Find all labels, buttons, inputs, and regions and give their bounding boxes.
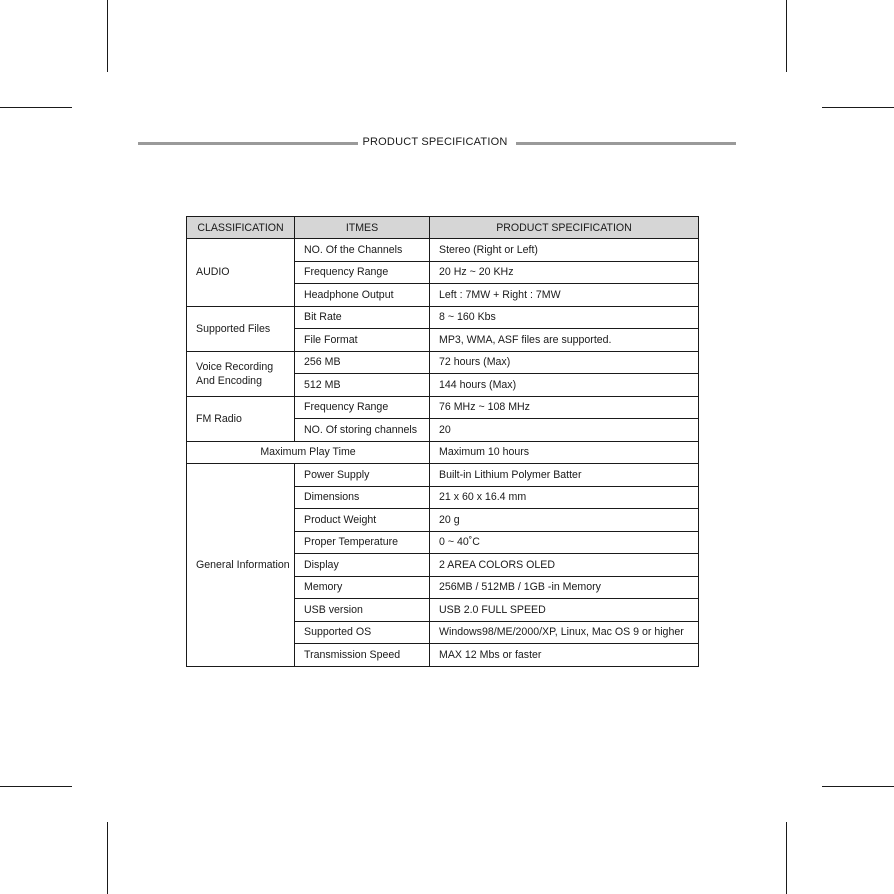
spec-cell: 144 hours (Max) (430, 374, 699, 397)
item-cell: Frequency Range (295, 261, 430, 284)
item-cell: NO. Of storing channels (295, 419, 430, 442)
table-row (187, 464, 699, 487)
category-cell: Supported Files (187, 306, 295, 351)
item-cell: USB version (295, 599, 430, 622)
spec-cell: 20 Hz ~ 20 KHz (430, 261, 699, 284)
item-cell: Memory (295, 576, 430, 599)
category-cell: FM Radio (187, 396, 295, 441)
table-row (187, 351, 699, 374)
spec-cell: 20 (430, 419, 699, 442)
spec-cell: 8 ~ 160 Kbs (430, 306, 699, 329)
column-header: ITMES (295, 217, 430, 239)
table-row (187, 306, 699, 329)
crop-mark (107, 0, 108, 72)
column-header: CLASSIFICATION (187, 217, 295, 239)
crop-mark (786, 0, 787, 72)
spec-cell: 256MB / 512MB / 1GB -in Memory (430, 576, 699, 599)
item-cell: Power Supply (295, 464, 430, 487)
item-cell: Dimensions (295, 486, 430, 509)
item-cell: NO. Of the Channels (295, 239, 430, 262)
crop-mark (822, 107, 894, 108)
spec-cell: MAX 12 Mbs or faster (430, 644, 699, 667)
spec-cell: Built-in Lithium Polymer Batter (430, 464, 699, 487)
item-cell: Headphone Output (295, 284, 430, 307)
page-title: PRODUCT SPECIFICATION (362, 136, 508, 148)
spec-cell: Maximum 10 hours (430, 441, 699, 464)
crop-mark (107, 822, 108, 894)
spec-cell: USB 2.0 FULL SPEED (430, 599, 699, 622)
table-row (187, 239, 699, 262)
spec-cell: Stereo (Right or Left) (430, 239, 699, 262)
spec-table (186, 216, 699, 667)
spec-cell: Windows98/ME/2000/XP, Linux, Mac OS 9 or higher (430, 621, 699, 644)
category-cell: Voice Recording And Encoding (187, 351, 295, 396)
item-cell: Frequency Range (295, 396, 430, 419)
item-cell: File Format (295, 329, 430, 352)
column-header: PRODUCT SPECIFICATION (430, 217, 699, 239)
category-cell: AUDIO (187, 239, 295, 307)
crop-mark (822, 786, 894, 787)
item-cell: Display (295, 554, 430, 577)
table-header-row (187, 217, 699, 239)
crop-mark (786, 822, 787, 894)
item-cell: Proper Temperature (295, 531, 430, 554)
category-cell: Maximum Play Time (187, 441, 430, 464)
spec-cell: 76 MHz ~ 108 MHz (430, 396, 699, 419)
table-row (187, 396, 699, 419)
header-rule-left (138, 142, 358, 145)
spec-cell: 20 g (430, 509, 699, 532)
spec-cell: 2 AREA COLORS OLED (430, 554, 699, 577)
header-rule-right (516, 142, 736, 145)
item-cell: 512 MB (295, 374, 430, 397)
category-cell: General Information (187, 464, 295, 667)
crop-mark (0, 107, 72, 108)
item-cell: Transmission Speed (295, 644, 430, 667)
item-cell: 256 MB (295, 351, 430, 374)
table-row (187, 441, 699, 464)
spec-cell: Left : 7MW + Right : 7MW (430, 284, 699, 307)
spec-cell: 21 x 60 x 16.4 mm (430, 486, 699, 509)
spec-cell: 0 ~ 40˚C (430, 531, 699, 554)
spec-cell: 72 hours (Max) (430, 351, 699, 374)
item-cell: Supported OS (295, 621, 430, 644)
item-cell: Bit Rate (295, 306, 430, 329)
item-cell: Product Weight (295, 509, 430, 532)
spec-cell: MP3, WMA, ASF files are supported. (430, 329, 699, 352)
crop-mark (0, 786, 72, 787)
